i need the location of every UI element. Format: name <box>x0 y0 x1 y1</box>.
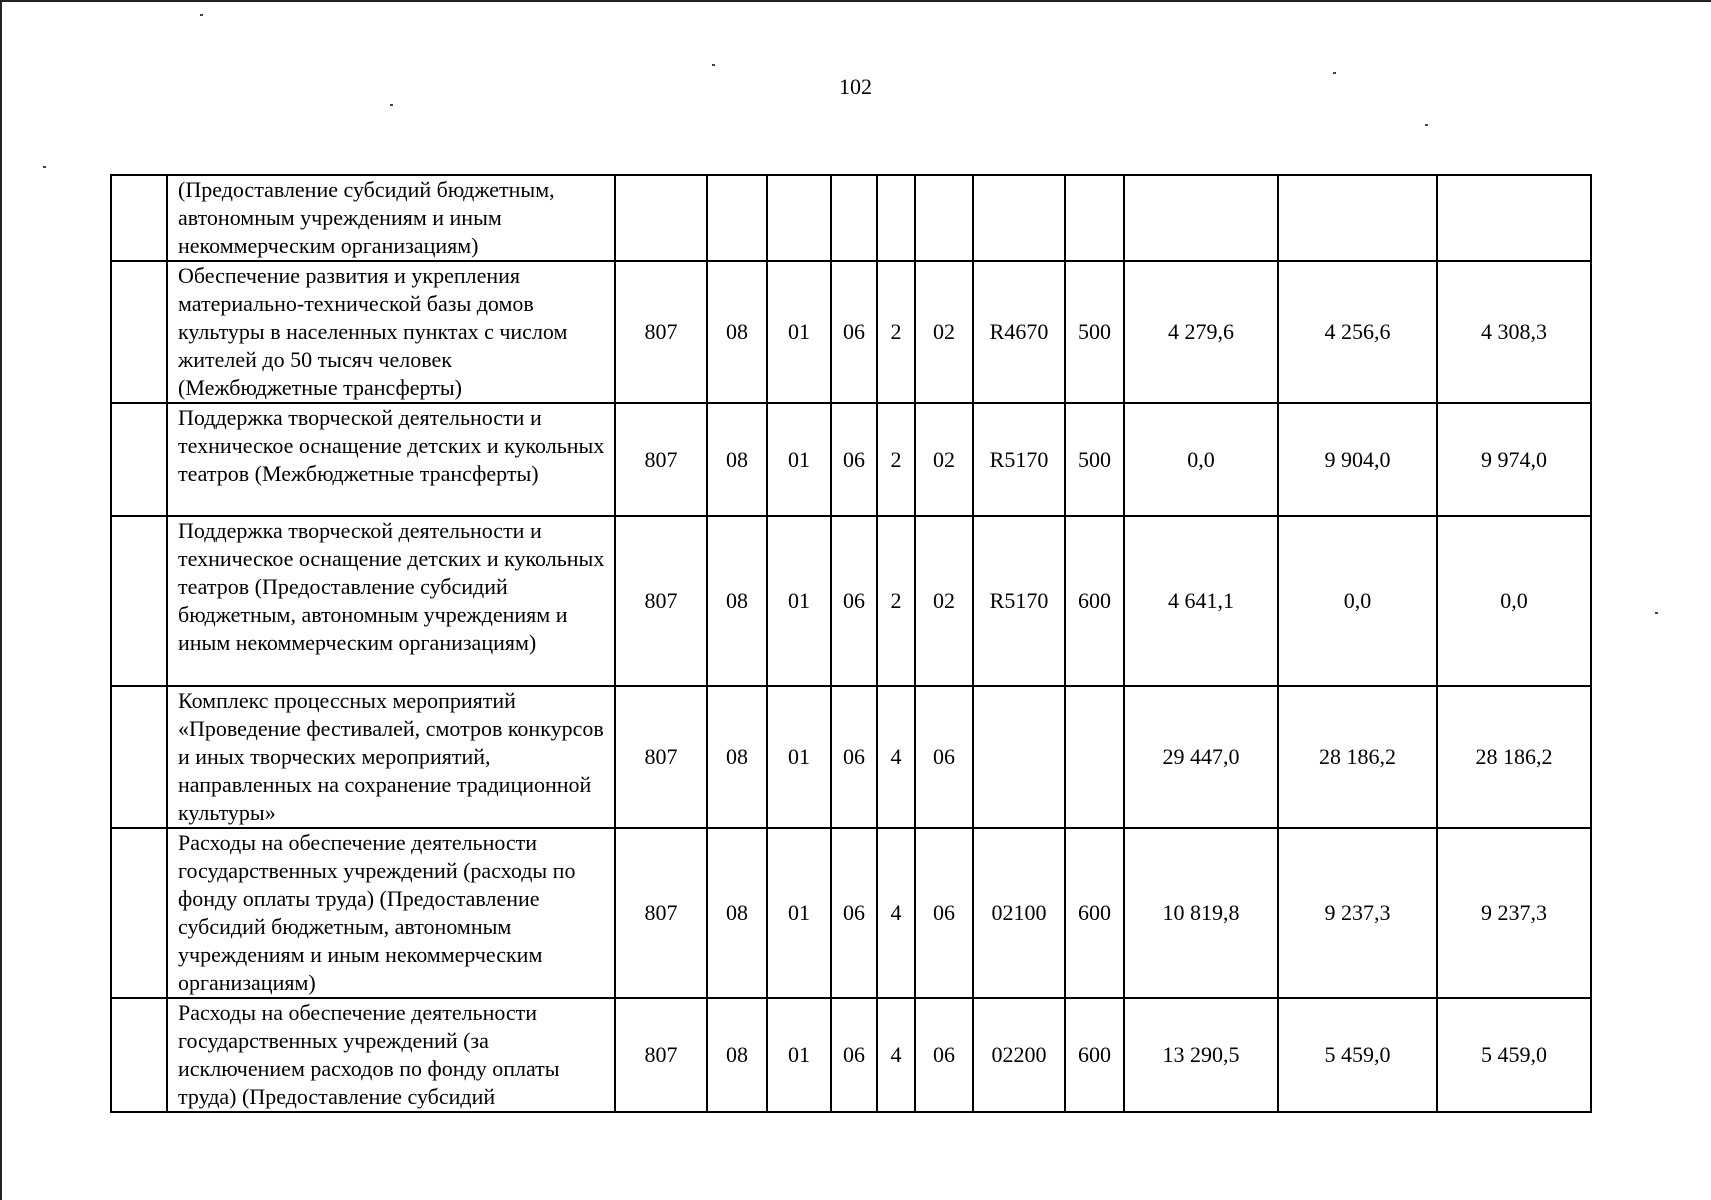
code-cell: 02200 <box>973 998 1065 1112</box>
code-cell: 01 <box>767 261 831 403</box>
amount-cell: 0,0 <box>1124 403 1278 516</box>
code-cell <box>615 175 707 261</box>
code-cell: 4 <box>877 686 915 828</box>
code-cell <box>1065 686 1124 828</box>
code-cell <box>707 175 767 261</box>
code-cell: 06 <box>831 828 877 998</box>
row-number-cell <box>111 828 167 998</box>
description-cell: Поддержка творческой деятельности и техническое оснащение детских и кукольных театров (Предоставление субсидий бюджетным, автономным учреждениям и иным некоммерческим организациям) <box>167 516 615 686</box>
row-number-cell <box>111 261 167 403</box>
amount-cell <box>1437 175 1591 261</box>
code-cell: 600 <box>1065 828 1124 998</box>
code-cell <box>973 175 1065 261</box>
amount-cell: 29 447,0 <box>1124 686 1278 828</box>
description-cell: Комплекс процессных мероприятий «Проведение фестивалей, смотров конкурсов и иных творческих мероприятий, направленных на сохранение традиционной культуры» <box>167 686 615 828</box>
row-number-cell <box>111 516 167 686</box>
budget-table <box>110 174 1592 1113</box>
amount-cell: 4 279,6 <box>1124 261 1278 403</box>
code-cell: 500 <box>1065 403 1124 516</box>
code-cell: 02100 <box>973 828 1065 998</box>
page-number: 102 <box>839 74 872 99</box>
code-cell: 02 <box>915 261 973 403</box>
amount-cell: 13 290,5 <box>1124 998 1278 1112</box>
code-cell: 06 <box>915 998 973 1112</box>
code-cell: R5170 <box>973 516 1065 686</box>
amount-cell: 4 256,6 <box>1278 261 1437 403</box>
row-number-cell <box>111 998 167 1112</box>
code-cell: 4 <box>877 828 915 998</box>
code-cell: 2 <box>877 516 915 686</box>
code-cell: 807 <box>615 686 707 828</box>
scan-speck <box>43 166 46 168</box>
table-row <box>111 998 1591 1112</box>
code-cell: 600 <box>1065 998 1124 1112</box>
description-cell: Расходы на обеспечение деятельности государственных учреждений (за исключением расходов по фонду оплаты труда) (Предоставление субсидий <box>167 998 615 1112</box>
amount-cell <box>1278 175 1437 261</box>
code-cell: 08 <box>707 261 767 403</box>
scan-speck <box>390 104 393 106</box>
code-cell: 2 <box>877 261 915 403</box>
scan-speck <box>712 64 715 66</box>
code-cell: 06 <box>831 998 877 1112</box>
amount-cell: 4 308,3 <box>1437 261 1591 403</box>
amount-cell: 28 186,2 <box>1437 686 1591 828</box>
code-cell <box>1065 175 1124 261</box>
code-cell: R5170 <box>973 403 1065 516</box>
row-number-cell <box>111 686 167 828</box>
code-cell: 600 <box>1065 516 1124 686</box>
row-number-cell <box>111 175 167 261</box>
code-cell: 01 <box>767 403 831 516</box>
description-cell: Поддержка творческой деятельности и техническое оснащение детских и кукольных театров (Межбюджетные трансферты) <box>167 403 615 516</box>
code-cell: 01 <box>767 516 831 686</box>
code-cell: 02 <box>915 516 973 686</box>
table-row <box>111 261 1591 403</box>
code-cell: 08 <box>707 998 767 1112</box>
table-row <box>111 175 1591 261</box>
amount-cell <box>1124 175 1278 261</box>
code-cell: 08 <box>707 516 767 686</box>
code-cell: 02 <box>915 403 973 516</box>
scan-edge-top <box>0 0 1711 2</box>
code-cell: 06 <box>831 261 877 403</box>
amount-cell: 4 641,1 <box>1124 516 1278 686</box>
amount-cell: 10 819,8 <box>1124 828 1278 998</box>
description-cell: Обеспечение развития и укрепления материально-технической базы домов культуры в населенных пунктах с числом жителей до 50 тысяч человек (Межбюджетные трансферты) <box>167 261 615 403</box>
amount-cell: 28 186,2 <box>1278 686 1437 828</box>
code-cell <box>767 175 831 261</box>
description-cell: Расходы на обеспечение деятельности государственных учреждений (расходы по фонду оплаты труда) (Предоставление субсидий бюджетным, автономным учреждениям и иным некоммерческим организациям) <box>167 828 615 998</box>
code-cell: 807 <box>615 828 707 998</box>
code-cell <box>973 686 1065 828</box>
amount-cell: 5 459,0 <box>1437 998 1591 1112</box>
table-row <box>111 686 1591 828</box>
code-cell <box>877 175 915 261</box>
scan-edge-left <box>0 0 2 1200</box>
amount-cell: 5 459,0 <box>1278 998 1437 1112</box>
table-row <box>111 516 1591 686</box>
scan-speck <box>200 14 203 16</box>
scan-speck <box>1655 612 1658 614</box>
scan-speck <box>1333 72 1336 74</box>
code-cell: 08 <box>707 828 767 998</box>
code-cell <box>831 175 877 261</box>
code-cell: 807 <box>615 261 707 403</box>
code-cell: 2 <box>877 403 915 516</box>
code-cell: R4670 <box>973 261 1065 403</box>
code-cell: 06 <box>915 828 973 998</box>
code-cell: 4 <box>877 998 915 1112</box>
row-number-cell <box>111 403 167 516</box>
code-cell: 807 <box>615 516 707 686</box>
amount-cell: 0,0 <box>1437 516 1591 686</box>
code-cell: 807 <box>615 403 707 516</box>
code-cell: 807 <box>615 998 707 1112</box>
code-cell: 08 <box>707 686 767 828</box>
amount-cell: 0,0 <box>1278 516 1437 686</box>
amount-cell: 9 237,3 <box>1278 828 1437 998</box>
scan-speck <box>1425 124 1428 126</box>
description-cell: (Предоставление субсидий бюджетным, автономным учреждениям и иным некоммерческим организациям) <box>167 175 615 261</box>
code-cell: 500 <box>1065 261 1124 403</box>
code-cell: 01 <box>767 686 831 828</box>
code-cell <box>915 175 973 261</box>
table-row <box>111 828 1591 998</box>
amount-cell: 9 237,3 <box>1437 828 1591 998</box>
code-cell: 08 <box>707 403 767 516</box>
table-row <box>111 403 1591 516</box>
code-cell: 01 <box>767 998 831 1112</box>
amount-cell: 9 974,0 <box>1437 403 1591 516</box>
code-cell: 06 <box>831 686 877 828</box>
code-cell: 06 <box>915 686 973 828</box>
code-cell: 01 <box>767 828 831 998</box>
code-cell: 06 <box>831 516 877 686</box>
code-cell: 06 <box>831 403 877 516</box>
amount-cell: 9 904,0 <box>1278 403 1437 516</box>
